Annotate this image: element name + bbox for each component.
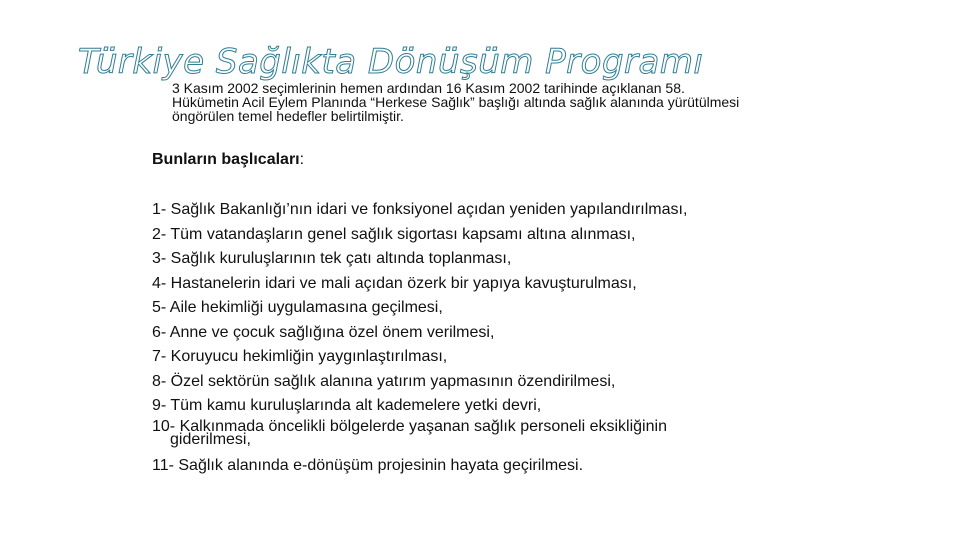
intro-line: Hükümetin Acil Eylem Planında “Herkese Sağlık” başlığı altında sağlık alanında yürütülmesi (172, 94, 740, 110)
list-item: 8- Özel sektörün sağlık alanına yatırım yapmasının özendirilmesi, (152, 372, 616, 390)
list-item: 4- Hastanelerin idari ve mali açıdan özerk bir yapıya kavuşturulması, (152, 274, 637, 292)
intro-line: öngörülen temel hedefler belirtilmiştir. (172, 108, 404, 124)
list-item: 5- Aile hekimliği uygulamasına geçilmesi, (152, 299, 443, 316)
list-item: 11- Sağlık alanında e-dönüşüm projesinin hayata geçirilmesi. (152, 456, 584, 474)
list-item-continuation: giderilmesi, (170, 430, 251, 448)
list-item (152, 419, 792, 454)
list-heading-text: Bunların başlıcaları (152, 151, 300, 168)
intro-paragraph (172, 81, 812, 123)
goals-list (152, 198, 792, 478)
list-item: 1- Sağlık Bakanlığı’nın idari ve fonksiyonel açıdan yeniden yapılandırılması, (152, 201, 688, 218)
list-item: 7- Koruyucu hekimliğin yaygınlaştırılması, (152, 348, 448, 365)
list-item: 2- Tüm vatandaşların genel sağlık sigortası kapsamı altına alınması, (152, 225, 636, 243)
slide-title: Türkiye Sağlıkta Dönüşüm Programı (78, 42, 704, 82)
list-heading-colon: : (299, 151, 305, 168)
intro-line: 3 Kasım 2002 seçimlerinin hemen ardından 16 Kasım 2002 tarihinde açıklanan 58. (172, 80, 685, 96)
list-item-line: 10- Kalkınmada öncelikli bölgelerde yaşanan sağlık personeli eksikliğinin (152, 417, 667, 435)
list-item: 9- Tüm kamu kuruluşlarında alt kademelere yetki devri, (152, 397, 542, 414)
list-item: 3- Sağlık kuruluşlarının tek çatı altında toplanması, (152, 250, 512, 267)
list-item: 6- Anne ve çocuk sağlığına özel önem verilmesi, (152, 323, 495, 341)
list-heading (152, 150, 304, 170)
